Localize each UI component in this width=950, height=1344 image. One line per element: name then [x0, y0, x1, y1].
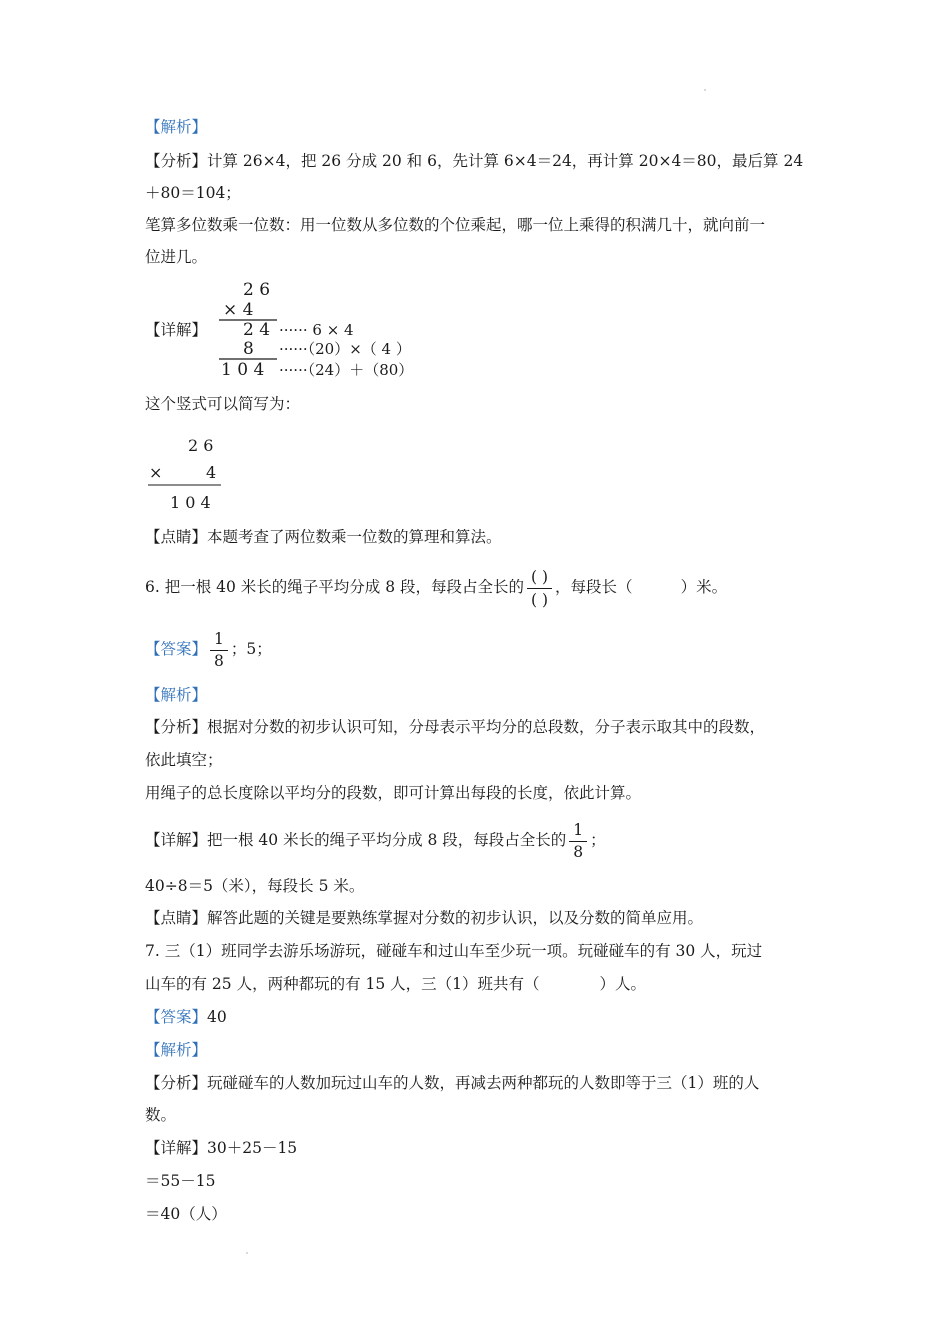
- detail-text: 40÷8＝5（米），每段长 5 米。: [145, 877, 365, 895]
- fraction-denominator: 8: [214, 651, 224, 670]
- detail-fraction: [569, 820, 587, 863]
- analysis-tag: 【解析】: [145, 686, 208, 704]
- analysis-text: 用绳子的总长度除以平均分的段数，即可计算出每段的长度，依此计算。: [145, 784, 642, 802]
- question-text: 6. 把一根 40 米长的绳子平均分成 8 段，每段占全长的: [145, 578, 525, 596]
- analysis-text: 【分析】玩碰碰车的人数加玩过山车的人数，再减去两种都玩的人数即等于三（1）班的人: [145, 1074, 760, 1092]
- simplify-text: 这个竖式可以简写为：: [145, 395, 301, 413]
- page-speck: [246, 1252, 248, 1254]
- analysis-tag: 【解析】: [145, 1041, 208, 1059]
- multiplier: 4: [206, 463, 217, 482]
- analysis-text: 数。: [145, 1106, 177, 1124]
- method-text: 笔算多位数乘一位数：用一位数从多位数的个位乘起，哪一位上乘得的积满几十，就向前一: [145, 216, 766, 234]
- multiplier: × 4: [223, 300, 254, 320]
- partial-note-2: ······（20）×（ 4 ）: [279, 340, 411, 358]
- multiplicand: 2 6: [188, 436, 214, 455]
- multiplicand: 2 6: [243, 280, 271, 300]
- comment-text: 【点睛】本题考查了两位数乘一位数的算理和算法。: [145, 528, 502, 546]
- question-text: ）米。: [680, 578, 728, 596]
- vertical-multiplication-detail: [215, 280, 445, 380]
- question-text: 山车的有 25 人，两种都玩的有 15 人，三（1）班共有（: [145, 975, 540, 993]
- page-speck: [704, 89, 706, 91]
- question-text: ）人。: [599, 975, 647, 993]
- answer-row: [145, 624, 272, 674]
- detail-text: ＝40（人）: [145, 1205, 227, 1223]
- blank-fraction: [527, 566, 552, 611]
- question-7-line2: [145, 973, 646, 995]
- partial-note-1: ······ 6 × 4: [279, 321, 354, 339]
- product: 1 0 4: [170, 493, 211, 512]
- detail-text: ；: [590, 831, 606, 849]
- detail-tag: 【详解】: [145, 321, 208, 339]
- fraction-denominator: ( ): [531, 590, 549, 609]
- comment-text: 【点睛】解答此题的关键是要熟练掌握对分数的初步认识，以及分数的简单应用。: [145, 909, 704, 927]
- fraction-denominator: 8: [573, 842, 584, 861]
- answer-tag: 【答案】: [145, 1008, 208, 1026]
- analysis-text: 【分析】计算 26×4，把 26 分成 20 和 6，先计算 6×4＝24，再计算 20×4＝80，最后算 24: [145, 152, 804, 170]
- detail-text: 【详解】30＋25－15: [145, 1139, 298, 1157]
- detail-text: 【详解】把一根 40 米长的绳子平均分成 8 段，每段占全长的: [145, 831, 567, 849]
- fraction-numerator: 1: [214, 629, 224, 648]
- answer-text: ；5；: [230, 640, 272, 658]
- analysis-text: ＋80＝104；: [145, 184, 241, 202]
- analysis-text: 依此填空；: [145, 751, 223, 769]
- fraction-numerator: ( ): [531, 567, 549, 586]
- partial-product-2: 8: [243, 339, 254, 359]
- answer-text: 40: [207, 1008, 227, 1026]
- question-7-line1: 7. 三（1）班同学去游乐场游玩，碰碰车和过山车至少玩一项。玩碰碰车的有 30 人，玩过: [145, 942, 763, 960]
- times-sign: ×: [149, 463, 163, 482]
- detail-row: [145, 815, 606, 865]
- fraction-numerator: 1: [573, 820, 584, 839]
- vertical-multiplication-simple: [145, 432, 235, 514]
- detail-text: ＝55－15: [145, 1172, 216, 1190]
- analysis-text: 【分析】根据对分数的初步认识可知，分母表示平均分的总段数，分子表示取其中的段数，: [145, 718, 766, 736]
- answer-row: [145, 1006, 227, 1028]
- analysis-tag: 【解析】: [145, 118, 208, 136]
- answer-fraction: [210, 629, 228, 672]
- partial-note-3: ······（24）＋（80）: [279, 361, 414, 379]
- question-text: ，每段长（: [555, 578, 633, 596]
- partial-product-1: 2 4: [243, 320, 271, 340]
- answer-tag: 【答案】: [145, 640, 208, 658]
- question-6: [145, 562, 727, 612]
- product: 1 0 4: [221, 360, 265, 380]
- method-text: 位进几。: [145, 248, 208, 266]
